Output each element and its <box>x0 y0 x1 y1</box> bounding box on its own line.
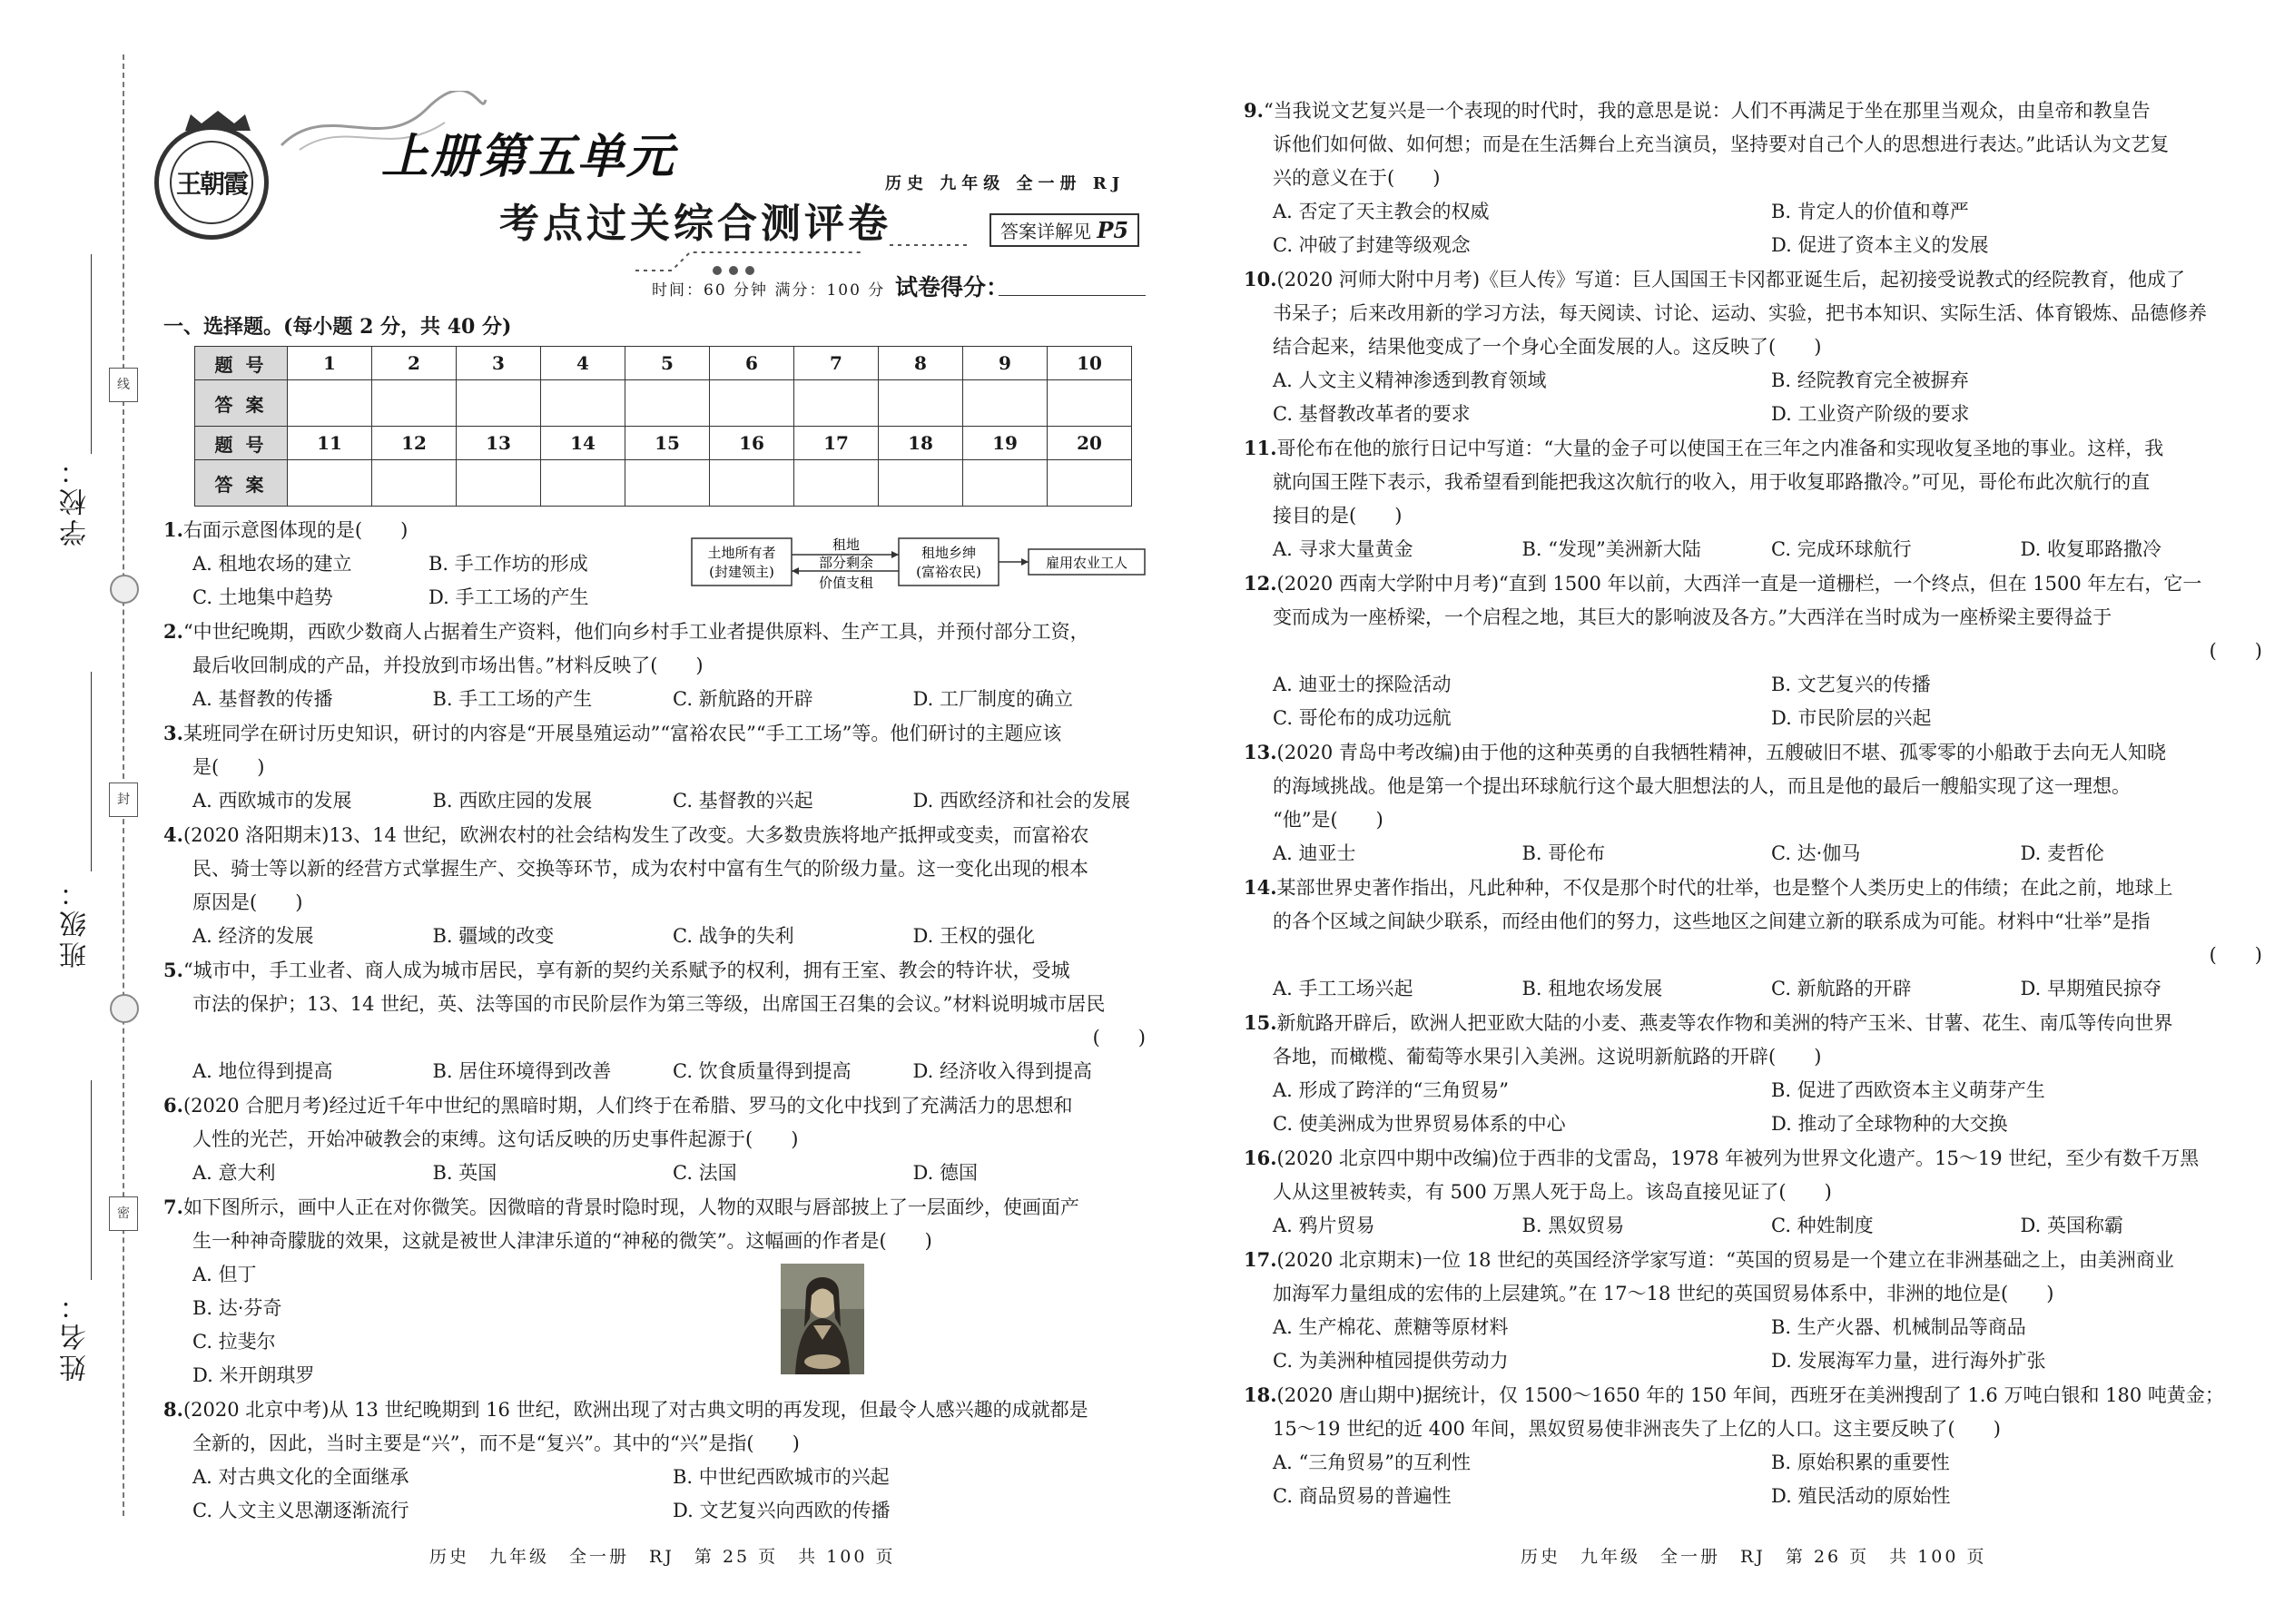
option-row <box>163 1461 1153 1494</box>
question-text: 的各个区域之间缺少联系，而经由他们的努力，这些地区之间建立新的联系成为可能。材料中“壮举”是指 <box>1273 910 2151 932</box>
question-text: 原因是( ) <box>192 891 303 913</box>
binding-hole-icon <box>110 994 139 1023</box>
option-c[interactable]: C. 基督教改革者的要求 <box>1273 403 1471 425</box>
grid-number: 18 <box>879 427 963 460</box>
option-c[interactable]: C. 达·伽马 <box>1771 842 1861 864</box>
option-a[interactable]: A. 但丁 <box>192 1264 257 1285</box>
question-number: 6. <box>163 1094 183 1117</box>
diagram-arrow-top: 租地 <box>832 536 861 553</box>
option-d[interactable]: D. 德国 <box>912 1162 978 1184</box>
answer-cell[interactable] <box>963 380 1048 427</box>
option-row <box>1244 1209 2269 1243</box>
name-underline <box>91 1080 92 1280</box>
answer-paren: ( ) <box>1092 1027 1146 1048</box>
option-d[interactable]: D. 发展海军力量，进行海外扩张 <box>1771 1350 2046 1372</box>
question-text: 结合起来，结果他变成了一个身心全面发展的人。这反映了( ) <box>1273 336 1822 358</box>
option-row <box>1244 1074 2269 1107</box>
grid-number: 4 <box>541 347 625 380</box>
time-info: 时间：60 分钟 满分：100 分 <box>652 281 886 300</box>
option-c[interactable]: C. 新航路的开辟 <box>1771 978 1912 999</box>
diagram-box1-line1: 土地所有者 <box>707 545 776 561</box>
option-d[interactable]: D. 西欧经济和社会的发展 <box>912 790 1130 812</box>
question-number: 5. <box>163 959 183 981</box>
question-text: (2020 合肥月考)经过近千年中世纪的黑暗时期，人们终于在希腊、罗马的文化中找到了充满活力的思想和 <box>182 1095 1073 1117</box>
option-c[interactable]: C. 冲破了封建等级观念 <box>1273 234 1471 256</box>
option-b[interactable]: B. 经院教育完全被摒弃 <box>1771 369 1969 391</box>
question-text: “当我说文艺复兴是一个表现的时代时，我的意思是说：人们不再满足于坐在那里当观众，由皇帝和教皇告 <box>1263 100 2151 122</box>
page-footer-right: 历史 九年级 全一册 RJ 第 26 页 共 100 页 <box>1521 1547 1987 1567</box>
grid-number-header: 题号 <box>195 347 288 380</box>
diagram-box2-line1: 租地乡绅 <box>921 545 977 561</box>
question-text: 最后收回制成的产品，并投放到市场出售。”材料反映了( ) <box>192 655 704 676</box>
option-row <box>163 581 665 615</box>
grid-number-header: 题号 <box>195 427 288 460</box>
question-14 <box>1244 871 2269 1006</box>
question-number: 8. <box>163 1398 183 1421</box>
grid-number: 17 <box>794 427 879 460</box>
option-d[interactable]: D. 王权的强化 <box>912 925 1035 947</box>
question-13 <box>1244 735 2269 871</box>
grid-number: 16 <box>710 427 794 460</box>
question-text: (2020 唐山期中)据统计，仅 1500～1650 年的 150 年间，西班牙在美洲搜刮了 1.6 万吨白银和 180 吨黄金； <box>1276 1384 2224 1406</box>
option-b[interactable]: B. 文艺复兴的传播 <box>1771 674 1931 695</box>
option-d[interactable]: D. 米开朗琪罗 <box>192 1364 315 1386</box>
score-label: 试卷得分： <box>895 274 1009 300</box>
option-c[interactable]: C. 使美洲成为世界贸易体系的中心 <box>1273 1113 1566 1135</box>
binding-mark-xian: 线 <box>109 368 138 402</box>
option-c[interactable]: C. 商品贸易的普遍性 <box>1273 1485 1452 1507</box>
answer-cell[interactable] <box>710 460 794 507</box>
answer-cell[interactable] <box>794 460 879 507</box>
option-row <box>1244 972 2269 1006</box>
binding-mark-feng: 封 <box>109 782 138 817</box>
question-15 <box>1244 1006 2269 1141</box>
question-text: (2020 北京中考)从 13 世纪晚期到 16 世纪，欧洲出现了对古典文明的再发现，但最令人感兴趣的成就都是 <box>182 1399 1088 1421</box>
question-number: 2. <box>163 620 183 643</box>
question-text: 各地，而橄榄、葡萄等水果引入美洲。这说明新航路的开辟( ) <box>1273 1046 1822 1068</box>
question-text: 哥伦布在他的旅行日记中写道：“大量的金子可以使国王在三年之内准备和实现收复圣地的事业。这样，我 <box>1276 438 2164 459</box>
grid-number: 14 <box>541 427 625 460</box>
option-d[interactable]: D. 文艺复兴向西欧的传播 <box>673 1500 891 1521</box>
question-text: (2020 北京期末)一位 18 世纪的英国经济学家写道：“英国的贸易是一个建立在非洲基础之上，由美洲商业 <box>1276 1249 2174 1271</box>
answer-cell[interactable] <box>794 380 879 427</box>
question-text: 市法的保护；13、14 世纪，英、法等国的市民阶层作为第三等级，出席国王召集的会议。”材料说明城市居民 <box>192 993 1106 1015</box>
q1-flow-diagram <box>690 531 1148 595</box>
option-c[interactable]: C. 战争的失利 <box>673 925 794 947</box>
grid-number: 8 <box>879 347 963 380</box>
option-a[interactable]: A. 寻求大量黄金 <box>1273 538 1413 560</box>
question-list-left <box>163 513 1153 1528</box>
question-text: 诉他们如何做、如何想；而是在生活舞台上充当演员，坚持要对自己个人的思想进行表达。”此话认为文艺复 <box>1273 133 2170 155</box>
option-a[interactable]: A. 租地农场的建立 <box>192 553 352 575</box>
grid-number: 20 <box>1048 427 1132 460</box>
grid-number: 7 <box>794 347 879 380</box>
question-number: 11. <box>1244 437 1277 459</box>
answer-cell[interactable] <box>879 460 963 507</box>
question-18 <box>1244 1378 2269 1513</box>
option-a[interactable]: A. 鸦片贸易 <box>1273 1215 1375 1236</box>
question-number: 10. <box>1244 268 1277 290</box>
question-number: 18. <box>1244 1383 1277 1406</box>
binding-mark-mi: 密 <box>109 1196 138 1231</box>
grid-number: 15 <box>625 427 710 460</box>
option-row <box>163 1156 1153 1190</box>
question-text: 的海域挑战。他是第一个提出环球航行这个最大胆想法的人，而且是他的最后一艘船实现了这一理想。 <box>1273 775 2131 797</box>
question-text: “中世纪晚期，西欧少数商人占据着生产资料，他们向乡村手工业者提供原料、生产工具，并预付部分工资， <box>182 621 1089 643</box>
mona-lisa-image <box>781 1264 864 1374</box>
question-8 <box>163 1393 1153 1528</box>
option-d[interactable]: D. 麦哲伦 <box>2020 842 2104 864</box>
option-d[interactable]: D. 工厂制度的确立 <box>912 688 1073 710</box>
question-4 <box>163 818 1153 953</box>
option-d[interactable]: D. 促进了资本主义的发展 <box>1771 234 1989 256</box>
option-row <box>163 1055 1153 1088</box>
option-row <box>1244 229 2269 262</box>
option-row <box>163 1258 1153 1393</box>
question-text: (2020 青岛中考改编)由于他的这种英勇的自我牺牲精神，五艘破旧不堪、孤零零的小船敢于去向无人知晓 <box>1276 742 2167 763</box>
question-2 <box>163 615 1153 716</box>
question-number: 3. <box>163 722 183 744</box>
option-row <box>1244 364 2269 398</box>
question-number: 15. <box>1244 1011 1277 1034</box>
option-b[interactable]: B. 哥伦布 <box>1521 842 1606 864</box>
option-d[interactable]: D. 市民阶层的兴起 <box>1771 707 1932 729</box>
option-c[interactable]: C. 为美洲种植园提供劳动力 <box>1273 1350 1509 1372</box>
answer-cell[interactable] <box>457 460 541 507</box>
answer-cell[interactable] <box>1048 460 1132 507</box>
grid-number: 13 <box>457 427 541 460</box>
question-text: “城市中，手工业者、商人成为城市居民，享有新的契约关系赋予的权利，拥有王室、教会的特许状，受城 <box>182 960 1070 981</box>
option-row <box>163 547 665 581</box>
question-text: 右面示意图体现的是( ) <box>182 519 409 541</box>
answer-cell[interactable] <box>879 380 963 427</box>
school-underline <box>91 254 92 454</box>
option-b[interactable]: B. 手工作坊的形成 <box>428 553 588 575</box>
diagram-box2-line2: (富裕农民) <box>916 564 981 580</box>
right-page <box>1171 0 2294 1624</box>
class-underline <box>91 672 92 871</box>
question-number: 14. <box>1244 876 1277 899</box>
option-b[interactable]: B. 生产火器、机械制品等商品 <box>1771 1316 2026 1338</box>
option-row <box>1244 1311 2269 1344</box>
answer-cell[interactable] <box>457 380 541 427</box>
question-11 <box>1244 431 2269 566</box>
binding-hole-icon <box>110 575 139 604</box>
question-16 <box>1244 1141 2269 1243</box>
diagram-arrow-bottom: 价值支租 <box>818 575 874 591</box>
option-a[interactable]: A. 迪亚士的探险活动 <box>1273 674 1452 695</box>
option-a[interactable]: A. “三角贸易”的互利性 <box>1273 1452 1471 1473</box>
option-row <box>1244 1344 2269 1378</box>
option-row <box>163 1494 1153 1528</box>
name-label: 姓名： <box>60 1289 92 1382</box>
option-b[interactable]: B. 英国 <box>432 1162 497 1184</box>
option-b[interactable]: B. “发现”美洲新大陆 <box>1521 538 1701 560</box>
answer-ref-page: P5 <box>1097 217 1129 243</box>
answer-reference <box>989 213 1139 247</box>
option-c[interactable]: C. 法国 <box>673 1162 737 1184</box>
option-d[interactable]: D. 手工工场的产生 <box>428 586 589 608</box>
question-number: 12. <box>1244 572 1277 595</box>
option-row <box>163 784 1153 818</box>
question-9 <box>1244 94 2269 262</box>
answer-cell[interactable] <box>625 380 710 427</box>
logo-text: 王朝霞 <box>175 169 247 199</box>
question-text: 生一种神奇朦胧的效果，这就是被世人津津乐道的“神秘的微笑”。这幅画的作者是( ) <box>192 1230 932 1252</box>
brand-logo <box>154 109 281 236</box>
question-text: 如下图所示，画中人正在对你微笑。因微暗的背景时隐时现，人物的双眼与唇部披上了一层面纱，使画面产 <box>182 1196 1079 1218</box>
grid-number: 2 <box>372 347 457 380</box>
unit-title: 上册第五单元 <box>381 130 676 184</box>
question-text: (2020 洛阳期末)13、14 世纪，欧洲农村的社会结构发生了改变。大多数贵族将地产抵押或变卖，而富裕农 <box>182 824 1089 846</box>
question-number: 16. <box>1244 1147 1277 1169</box>
option-a[interactable]: A. 地位得到提高 <box>192 1060 333 1082</box>
exam-title: 考点过关综合测评卷 <box>499 201 891 247</box>
grid-number: 5 <box>625 347 710 380</box>
grid-number: 6 <box>710 347 794 380</box>
page-footer-left: 历史 九年级 全一册 RJ 第 25 页 共 100 页 <box>429 1547 896 1567</box>
subject-tag: 历史 九年级 全一册 RJ <box>885 174 1126 193</box>
question-12 <box>1244 566 2269 735</box>
question-text: 15～19 世纪的近 400 年间，黑奴贸易使非洲丧失了上亿的人口。这主要反映了( ) <box>1273 1418 2001 1440</box>
option-b[interactable]: B. 西欧庄园的发展 <box>432 790 593 812</box>
question-text: 新航路开辟后，欧洲人把亚欧大陆的小麦、燕麦等农作物和美洲的特产玉米、甘薯、花生、南瓜等传向世界 <box>1276 1012 2173 1034</box>
answer-ref-prefix: 答案详解见 <box>1000 221 1091 242</box>
option-c[interactable]: C. 完成环球航行 <box>1771 538 1912 560</box>
question-number: 9. <box>1244 99 1264 122</box>
option-c[interactable]: C. 哥伦布的成功远航 <box>1273 707 1452 729</box>
grid-number: 12 <box>372 427 457 460</box>
question-text: 全新的，因此，当时主要是“兴”，而不是“复兴”。其中的“兴”是指( ) <box>192 1432 800 1454</box>
question-text: (2020 北京四中期中改编)位于西非的戈雷岛，1978 年被列为世界文化遗产。15～19 世纪，至少有数千万黑 <box>1276 1147 2200 1169</box>
grid-number: 11 <box>288 427 372 460</box>
option-b[interactable]: B. 居住环境得到改善 <box>432 1060 612 1082</box>
section-title: 一、选择题。(每小题 2 分，共 40 分) <box>163 315 512 339</box>
option-d[interactable]: D. 英国称霸 <box>2020 1215 2123 1236</box>
question-text: “他”是( ) <box>1273 809 1383 831</box>
question-text: (2020 河师大附中月考)《巨人传》写道：巨人国国王卡冈都亚诞生后，起初接受说教式的经院教育，他成了 <box>1276 269 2186 290</box>
option-d[interactable]: D. 殖民活动的原始性 <box>1771 1485 1951 1507</box>
question-6 <box>163 1088 1153 1190</box>
question-text: 就向国王陛下表示，我希望看到能把我这次航行的收入，用于收复耶路撒冷。”可见，哥伦布此次航行的直 <box>1273 471 2151 493</box>
option-c[interactable]: C. 土地集中趋势 <box>192 586 333 608</box>
diagram-box1-line2: (封建领主) <box>709 564 774 580</box>
question-text: 书呆子；后来改用新的学习方法，每天阅读、讨论、运动、实验，把书本知识、实际生活、体育锻炼、品德修养 <box>1273 302 2207 324</box>
option-b[interactable]: B. 促进了西欧资本主义萌芽产生 <box>1771 1079 2045 1101</box>
option-a[interactable]: A. 否定了天主教会的权威 <box>1273 201 1490 222</box>
option-d[interactable]: D. 推动了全球物种的大交换 <box>1771 1113 2008 1135</box>
answer-cell[interactable] <box>541 380 625 427</box>
answer-cell[interactable] <box>625 460 710 507</box>
option-c[interactable]: C. 人文主义思潮逐渐流行 <box>192 1500 409 1521</box>
option-row <box>163 683 1153 716</box>
option-b[interactable]: B. 原始积累的重要性 <box>1771 1452 1950 1473</box>
question-text: 人从这里被转卖，有 500 万黑人死于岛上。该岛直接见证了( ) <box>1273 1181 1832 1203</box>
option-a[interactable]: A. 手工工场兴起 <box>1273 978 1413 999</box>
question-text: 兴的意义在于( ) <box>1273 167 1441 189</box>
option-c[interactable]: C. 基督教的兴起 <box>673 790 813 812</box>
question-number: 13. <box>1244 741 1277 763</box>
question-7 <box>163 1190 1153 1393</box>
question-text: 某部世界史著作指出，凡此种种，不仅是那个时代的壮举，也是整个人类历史上的伟绩；在此之前，地球上 <box>1276 877 2173 899</box>
question-3 <box>163 716 1153 818</box>
option-d[interactable]: D. 工业资产阶级的要求 <box>1771 403 1970 425</box>
option-b[interactable]: B. 疆域的改变 <box>432 925 555 947</box>
question-text: 人性的光芒，开始冲破教会的束缚。这句话反映的历史事件起源于( ) <box>192 1128 799 1150</box>
grid-number: 1 <box>288 347 372 380</box>
question-text: 民、骑士等以新的经营方式掌握生产、交换等环节，成为农村中富有生气的阶级力量。这一变化出现的根本 <box>192 858 1088 880</box>
question-number: 4. <box>163 823 183 846</box>
answer-cell[interactable] <box>541 460 625 507</box>
answer-cell[interactable] <box>288 460 372 507</box>
question-number: 17. <box>1244 1248 1277 1271</box>
option-a[interactable]: A. 对古典文化的全面继承 <box>192 1466 409 1488</box>
option-d[interactable]: D. 收复耶路撒冷 <box>2020 538 2161 560</box>
option-a[interactable]: A. 人文主义精神渗透到教育领域 <box>1273 369 1547 391</box>
grid-number: 3 <box>457 347 541 380</box>
answer-cell[interactable] <box>710 380 794 427</box>
option-row <box>1244 1107 2269 1141</box>
option-a[interactable]: A. 生产棉花、蔗糖等原材料 <box>1273 1316 1509 1338</box>
option-row <box>1244 1446 2269 1480</box>
option-b[interactable]: B. 租地农场发展 <box>1521 978 1663 999</box>
option-a[interactable]: A. 经济的发展 <box>192 925 314 947</box>
option-a[interactable]: A. 西欧城市的发展 <box>192 790 352 812</box>
answer-grid <box>194 346 1132 507</box>
option-b[interactable]: B. 肯定人的价值和尊严 <box>1771 201 1969 222</box>
question-text: 变而成为一座桥梁，一个启程之地，其巨大的影响波及各方。”大西洋在当时成为一座桥梁主要得益于 <box>1273 606 2112 628</box>
question-10 <box>1244 262 2269 431</box>
question-text: 加海军力量组成的宏伟的上层建筑。”在 17～18 世纪的英国贸易体系中，非洲的地位是( ) <box>1273 1283 2054 1304</box>
question-17 <box>1244 1243 2269 1378</box>
option-a[interactable]: A. 意大利 <box>192 1162 276 1184</box>
grid-answer-header: 答案 <box>195 460 288 507</box>
score-input-line[interactable] <box>999 295 1146 296</box>
option-row <box>1244 702 2269 735</box>
option-b[interactable]: B. 黑奴贸易 <box>1521 1215 1625 1236</box>
question-text: 是( ) <box>192 756 265 778</box>
option-c[interactable]: C. 种姓制度 <box>1771 1215 1874 1236</box>
option-a[interactable]: A. 形成了跨洋的“三角贸易” <box>1273 1079 1509 1101</box>
option-b[interactable]: B. 达·芬奇 <box>192 1297 282 1319</box>
question-number: 7. <box>163 1196 183 1218</box>
class-label: 班级： <box>60 876 92 969</box>
option-a[interactable]: A. 基督教的传播 <box>192 688 333 710</box>
option-row <box>1244 1480 2269 1513</box>
option-c[interactable]: C. 新航路的开辟 <box>673 688 813 710</box>
school-label: 学校： <box>60 454 92 546</box>
question-text: 接目的是( ) <box>1273 505 1403 527</box>
diagram-box3: 雇用农业工人 <box>1045 555 1128 571</box>
logo-seal <box>154 125 269 240</box>
answer-paren: ( ) <box>2209 640 2262 662</box>
question-5 <box>163 953 1153 1088</box>
answer-paren: ( ) <box>2209 944 2262 966</box>
option-b[interactable]: B. 中世纪西欧城市的兴起 <box>673 1466 890 1488</box>
grid-number: 19 <box>963 427 1048 460</box>
answer-cell[interactable] <box>372 380 457 427</box>
option-row <box>1244 837 2269 871</box>
grid-answer-header: 答案 <box>195 380 288 427</box>
option-d[interactable]: D. 经济收入得到提高 <box>912 1060 1092 1082</box>
option-row <box>1244 195 2269 229</box>
question-number: 1. <box>163 518 183 541</box>
option-c[interactable]: C. 拉斐尔 <box>192 1331 276 1353</box>
option-b[interactable]: B. 手工工场的产生 <box>432 688 593 710</box>
option-row <box>1244 668 2269 702</box>
answer-cell[interactable] <box>963 460 1048 507</box>
option-row <box>1244 398 2269 431</box>
answer-cell[interactable] <box>372 460 457 507</box>
diagram-arrow-mid: 部分剩余 <box>818 555 874 571</box>
grid-number: 9 <box>963 347 1048 380</box>
answer-cell[interactable] <box>288 380 372 427</box>
option-d[interactable]: D. 早期殖民掠夺 <box>2020 978 2161 999</box>
question-text: 某班同学在研讨历史知识，研讨的内容是“开展垦殖运动”“富裕农民”“手工工场”等。他们研讨的主题应该 <box>182 723 1062 744</box>
option-row <box>163 920 1153 953</box>
question-text: (2020 西南大学附中月考)“直到 1500 年以前，大西洋一直是一道栅栏，一个终点，但在 1500 年左右，它一 <box>1276 573 2202 595</box>
option-row <box>1244 533 2269 566</box>
answer-cell[interactable] <box>1048 380 1132 427</box>
option-a[interactable]: A. 迪亚士 <box>1273 842 1356 864</box>
option-c[interactable]: C. 饮食质量得到提高 <box>673 1060 852 1082</box>
grid-number: 10 <box>1048 347 1132 380</box>
question-list-right <box>1244 94 2269 1513</box>
